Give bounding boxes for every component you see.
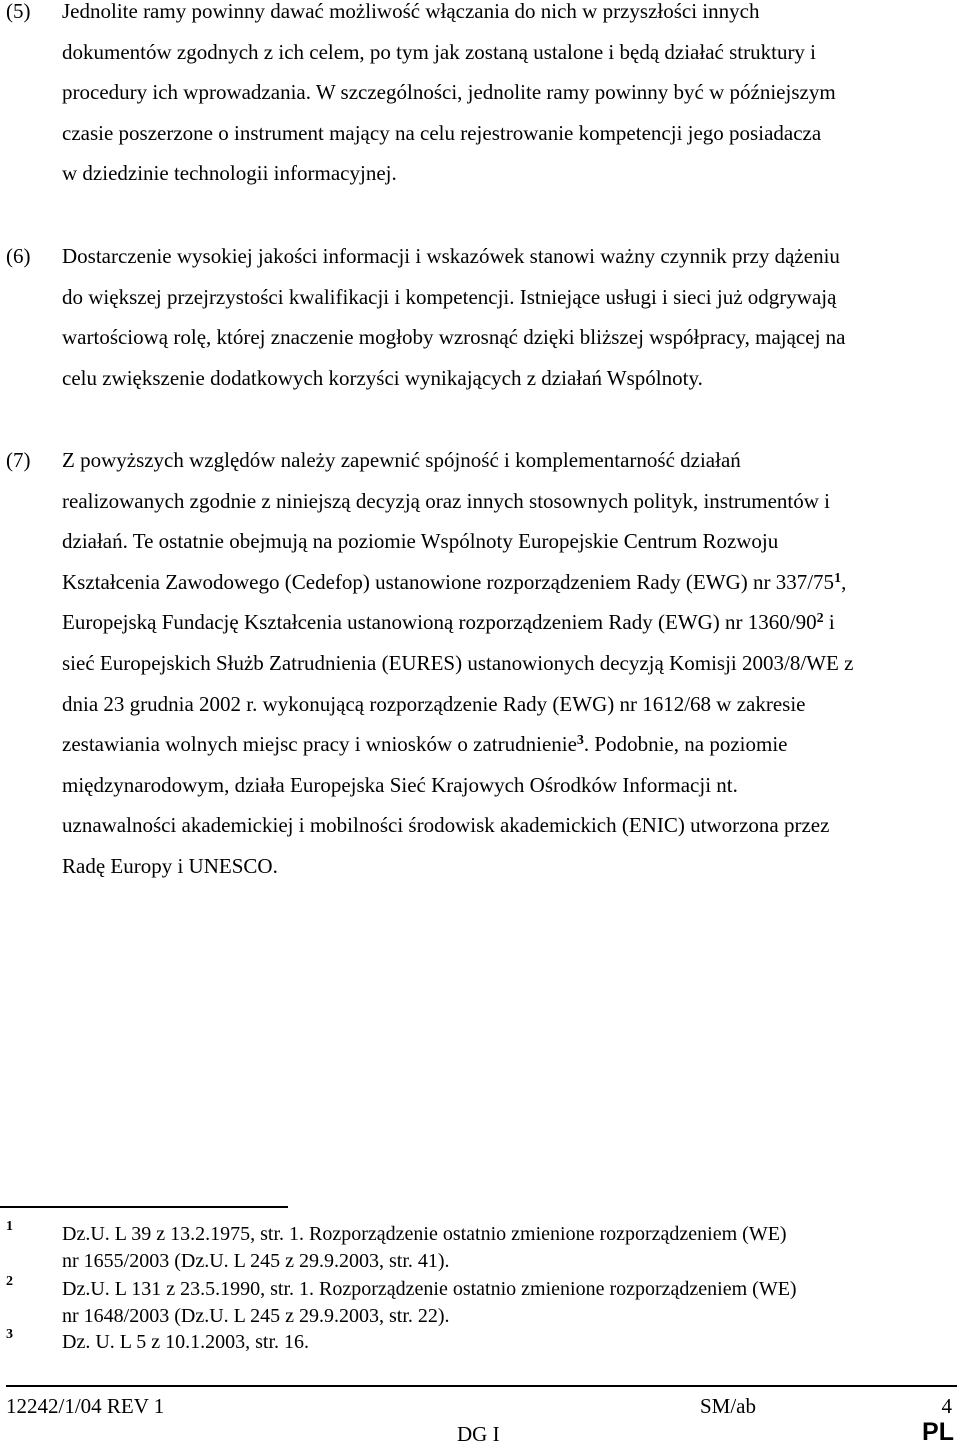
text-line: wartościową rolę, której znaczenie mogłoby wzrosnąć dzięki bliższej współpracy, mającej na (62, 325, 846, 350)
paragraph-number: (7) (6, 448, 31, 472)
footer-separator (6, 1385, 957, 1387)
text-line: czasie poszerzone o instrument mający na celu rejestrowanie kompetencji jego posiadacza (62, 120, 822, 145)
text-line: Dz. U. L 5 z 10.1.2003, str. 16. (62, 1331, 310, 1353)
author-initials: SM/ab (700, 1394, 757, 1418)
text-segment: Kształcenia Zawodowego (Cedefop) ustanowione rozporządzeniem Rady (EWG) nr 337/75 (62, 569, 835, 594)
text-line: sieć Europejskich Służb Zatrudnienia (EURES) ustanowionych decyzją Komisji 2003/8/WE z (62, 650, 854, 675)
text-segment: zestawiania wolnych miejsc pracy i wniosków o zatrudnienie (62, 732, 577, 757)
text-segment: . Podobnie, na poziomie (583, 732, 788, 757)
text-line: uznawalności akademickiej i mobilności środowisk akademickich (ENIC) utworzona przez (62, 813, 830, 838)
text-line: celu zwiększenie dodatkowych korzyści wynikających z działań Wspólnoty. (62, 365, 703, 390)
text-line: Z powyższych względów należy zapewnić spójność i komplementarność działań (62, 448, 741, 472)
footnote-ref-2[interactable]: 2 (816, 611, 824, 627)
paragraph-text (62, 0, 954, 194)
text-line: Dostarczenie wysokiej jakości informacji i wskazówek stanowi ważny czynnik przy dążeniu (62, 244, 840, 268)
text-line: dnia 23 grudnia 2002 r. wykonującą rozporządzenie Rady (EWG) nr 1612/68 w zakresie (62, 691, 806, 716)
text-line: procedury ich wprowadzania. W szczególności, jednolite ramy powinny być w późniejszym (62, 80, 836, 105)
footnote-text (62, 1276, 954, 1330)
paragraph-text (62, 440, 954, 887)
text-segment: i (823, 610, 835, 635)
document-reference: 12242/1/04 REV 1 (6, 1394, 165, 1418)
text-line: nr 1655/2003 (Dz.U. L 245 z 29.9.2003, str. 41). (62, 1250, 450, 1272)
page-number: 4 (941, 1394, 952, 1418)
footnote-ref-1[interactable]: 1 (834, 570, 842, 586)
text-line: do większej przejrzystości kwalifikacji i kompetencji. Istniejące usługi i sieci już odgrywają (62, 284, 837, 309)
footnote-text (62, 1221, 954, 1275)
text-line: w dziedzinie technologii informacyjnej. (62, 161, 397, 186)
text-line: Dz.U. L 131 z 23.5.1990, str. 1. Rozporządzenie ostatnio zmienione rozporządzeniem (WE) (62, 1278, 797, 1300)
text-line: Dz.U. L 39 z 13.2.1975, str. 1. Rozporządzenie ostatnio zmienione rozporządzeniem (WE) (62, 1223, 787, 1245)
text-line: działań. Te ostatnie obejmują na poziomie Wspólnoty Europejskie Centrum Rozwoju (62, 529, 779, 554)
footnote-number: 2 (6, 1274, 13, 1289)
paragraph-number: (6) (6, 244, 31, 268)
footnote-number: 1 (6, 1219, 13, 1234)
text-line: nr 1648/2003 (Dz.U. L 245 z 29.9.2003, str. 22). (62, 1305, 450, 1327)
footnote-text (62, 1329, 954, 1356)
text-line: Jednolite ramy powinny dawać możliwość włączania do nich w przyszłości innych (62, 0, 760, 23)
text-segment: Europejską Fundację Kształcenia ustanowioną rozporządzeniem Rady (EWG) nr 1360/90 (62, 610, 817, 635)
text-line: Radę Europy i UNESCO. (62, 853, 278, 878)
language-code: PL (922, 1418, 954, 1446)
text-segment: , (841, 569, 847, 594)
text-line (62, 562, 954, 603)
footnote-ref-3[interactable]: 3 (576, 733, 584, 749)
directorate: DG I (457, 1422, 500, 1446)
footnote-number: 3 (6, 1327, 13, 1342)
paragraph-text (62, 236, 954, 398)
footnote-separator (0, 1206, 288, 1208)
text-line (62, 602, 954, 643)
text-line: realizowanych zgodnie z niniejszą decyzją oraz innych stosownych polityk, instrumentów i (62, 488, 831, 513)
text-line: dokumentów zgodnych z ich celem, po tym jak zostaną ustalone i będą działać struktury i (62, 39, 817, 64)
text-line: międzynarodowym, działa Europejska Sieć Krajowych Ośrodków Informacji nt. (62, 772, 738, 797)
paragraph-number: (5) (6, 0, 31, 23)
text-line (62, 724, 954, 765)
